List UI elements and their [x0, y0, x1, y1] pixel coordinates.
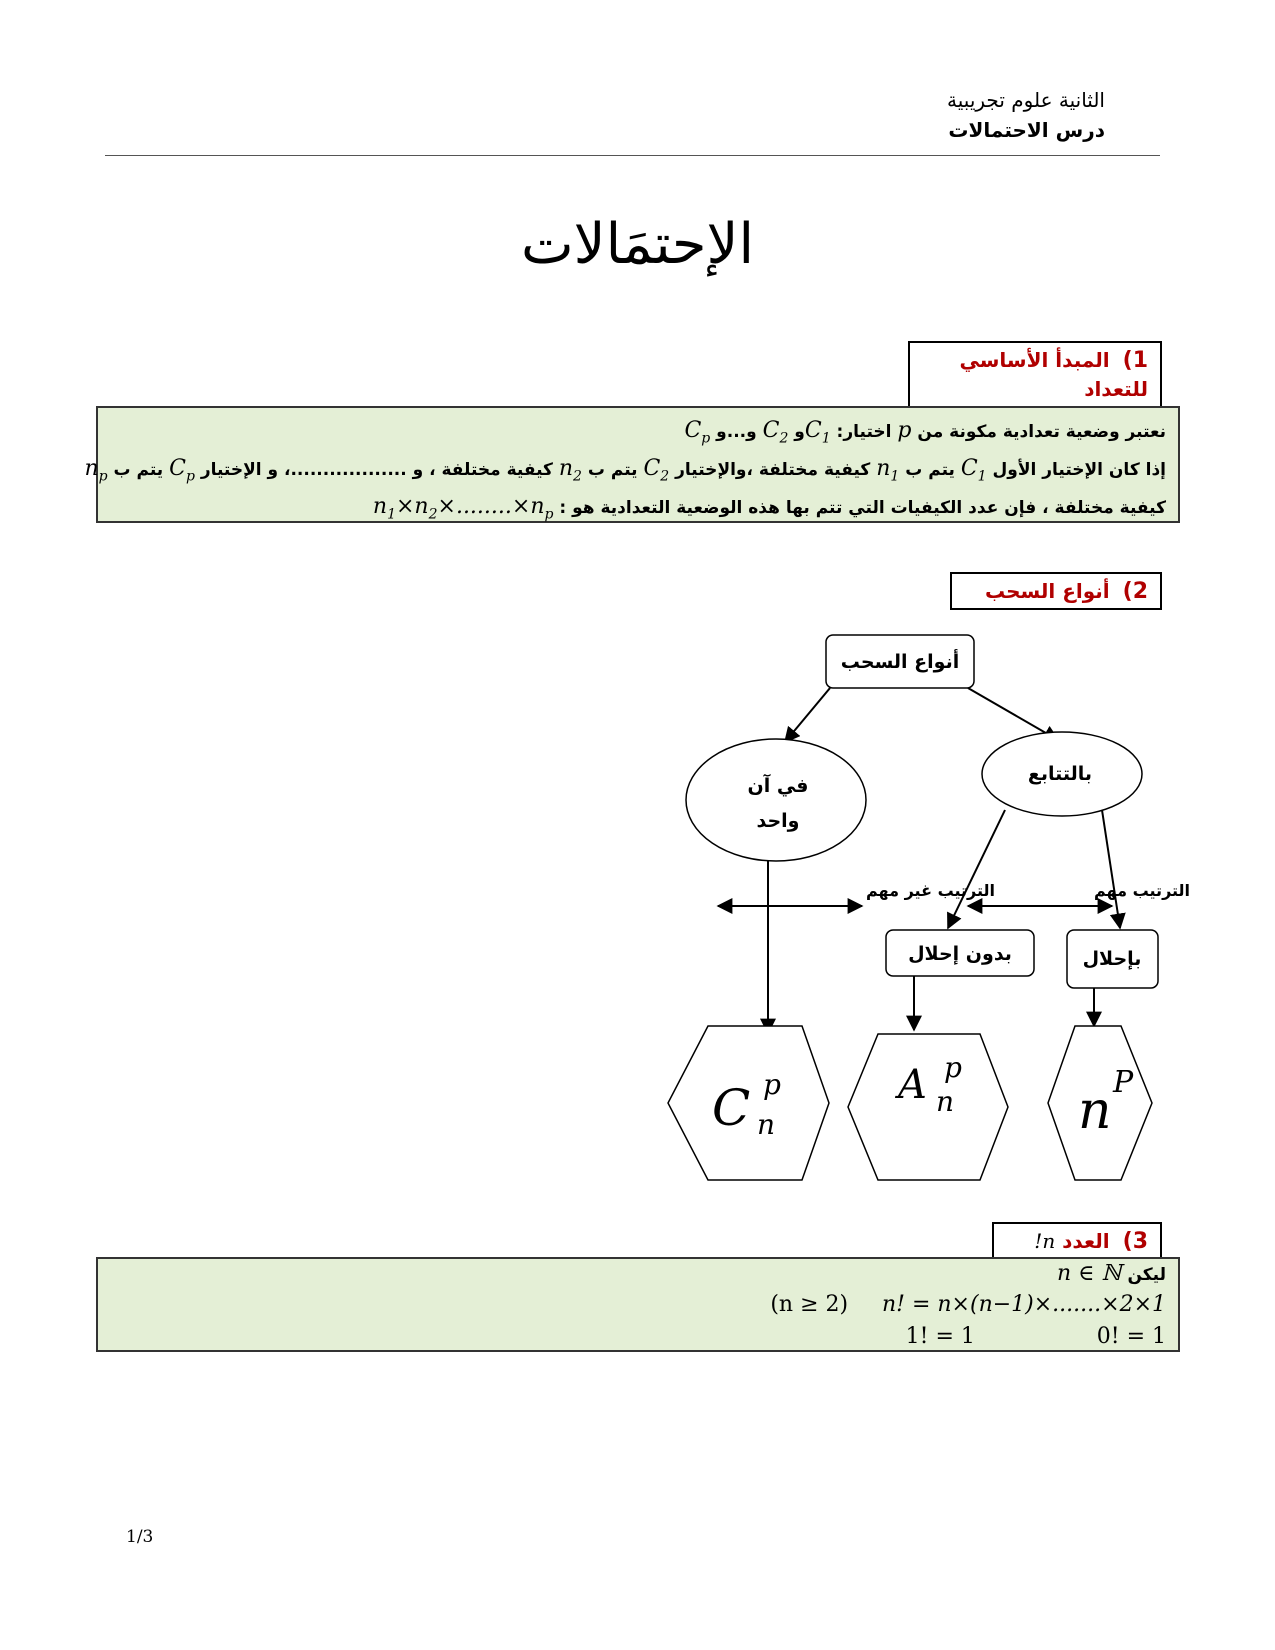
section2-number: 2): [1122, 579, 1148, 604]
combination-letter: C: [712, 1079, 751, 1137]
header-lesson: درس الاحتمالات: [948, 118, 1105, 142]
header-level: الثانية علوم تجريبية: [947, 88, 1105, 112]
section3-factorial-formula: n! = n×(n−1)×.......×2×1: [881, 1292, 1166, 1317]
arrangement-subscript: n: [936, 1085, 955, 1118]
section3-definition-box: [96, 1257, 1180, 1352]
section1-product-formula: $n_1\times n_2\times........\times n_p$: [372, 494, 554, 523]
simultaneous-node: [686, 739, 866, 861]
simultaneous-label-line2: واحد: [756, 810, 800, 832]
section1-heading: المبدأ الأساسي للتعداد: [959, 348, 1148, 401]
section3-base1: 1! = 1: [905, 1324, 975, 1349]
section3-symbol: n!: [1034, 1229, 1056, 1253]
with-replacement-label: بإحلال: [1082, 948, 1142, 970]
arrow-successive-to-with-replacement: [1102, 810, 1120, 928]
section1-line1: نعتبر وضعية تعدادية مكونة من p اختيار: $C_1و$ $C_2$ و...و $C_p$: [684, 418, 1166, 447]
power-base: n: [1078, 1081, 1112, 1141]
root-node-label: أنواع السحب: [840, 651, 960, 673]
power-exponent: P: [1113, 1065, 1134, 1100]
section1-line2: إذا كان الإختيار الأول $C_1$ يتم ب $n_1$ كيفية مختلفة ،والإختيار $C_2$ يتم ب $n_2$ كيفية مختلفة ، و ..................، و الإختيار $C_p$ يتم ب $n_p$: [84, 456, 1166, 485]
arrangement-hexagon: [848, 1034, 1008, 1180]
successive-label: بالتتابع: [1027, 763, 1093, 785]
combination-subscript: n: [757, 1108, 776, 1141]
without-replacement-label: بدون إحلال: [908, 943, 1012, 965]
page-number: 1/3: [126, 1527, 154, 1547]
order-not-important-label: الترتيب غير مهم: [866, 881, 996, 900]
page-title: الإحتمَالات: [520, 212, 755, 277]
arrow-root-to-simultaneous: [785, 688, 830, 742]
section3-base-cases-line: [110, 1323, 1166, 1351]
section3-heading: العدد: [1062, 1229, 1110, 1253]
combination-superscript: p: [763, 1068, 781, 1101]
section1-number: 1): [1122, 348, 1148, 373]
arrow-successive-to-without-replacement: [948, 810, 1005, 928]
section3-let-line: [110, 1261, 1166, 1287]
section3-heading-box: [992, 1222, 1162, 1260]
arrangement-letter: A: [898, 1062, 927, 1108]
order-important-label: الترتيب مهم: [1094, 881, 1191, 900]
section3-number: 3): [1122, 1229, 1148, 1254]
simultaneous-label-line1: في آن: [747, 775, 809, 797]
section2-heading: أنواع السحب: [984, 579, 1110, 603]
section3-base0: 0! = 1: [1096, 1324, 1166, 1349]
section3-condition: (n ≥ 2): [770, 1292, 849, 1317]
section3-set-membership: n ∈ ℕ: [1057, 1261, 1122, 1286]
arrangement-superscript: p: [944, 1051, 962, 1084]
section3-formula-line: [110, 1287, 1166, 1323]
section1-line3-text: كيفية مختلفة ، فإن عدد الكيفيات التي تتم بها هذه الوضعية التعدادية هو :: [559, 498, 1166, 518]
section3-let-word: ليكن: [1127, 1265, 1166, 1285]
